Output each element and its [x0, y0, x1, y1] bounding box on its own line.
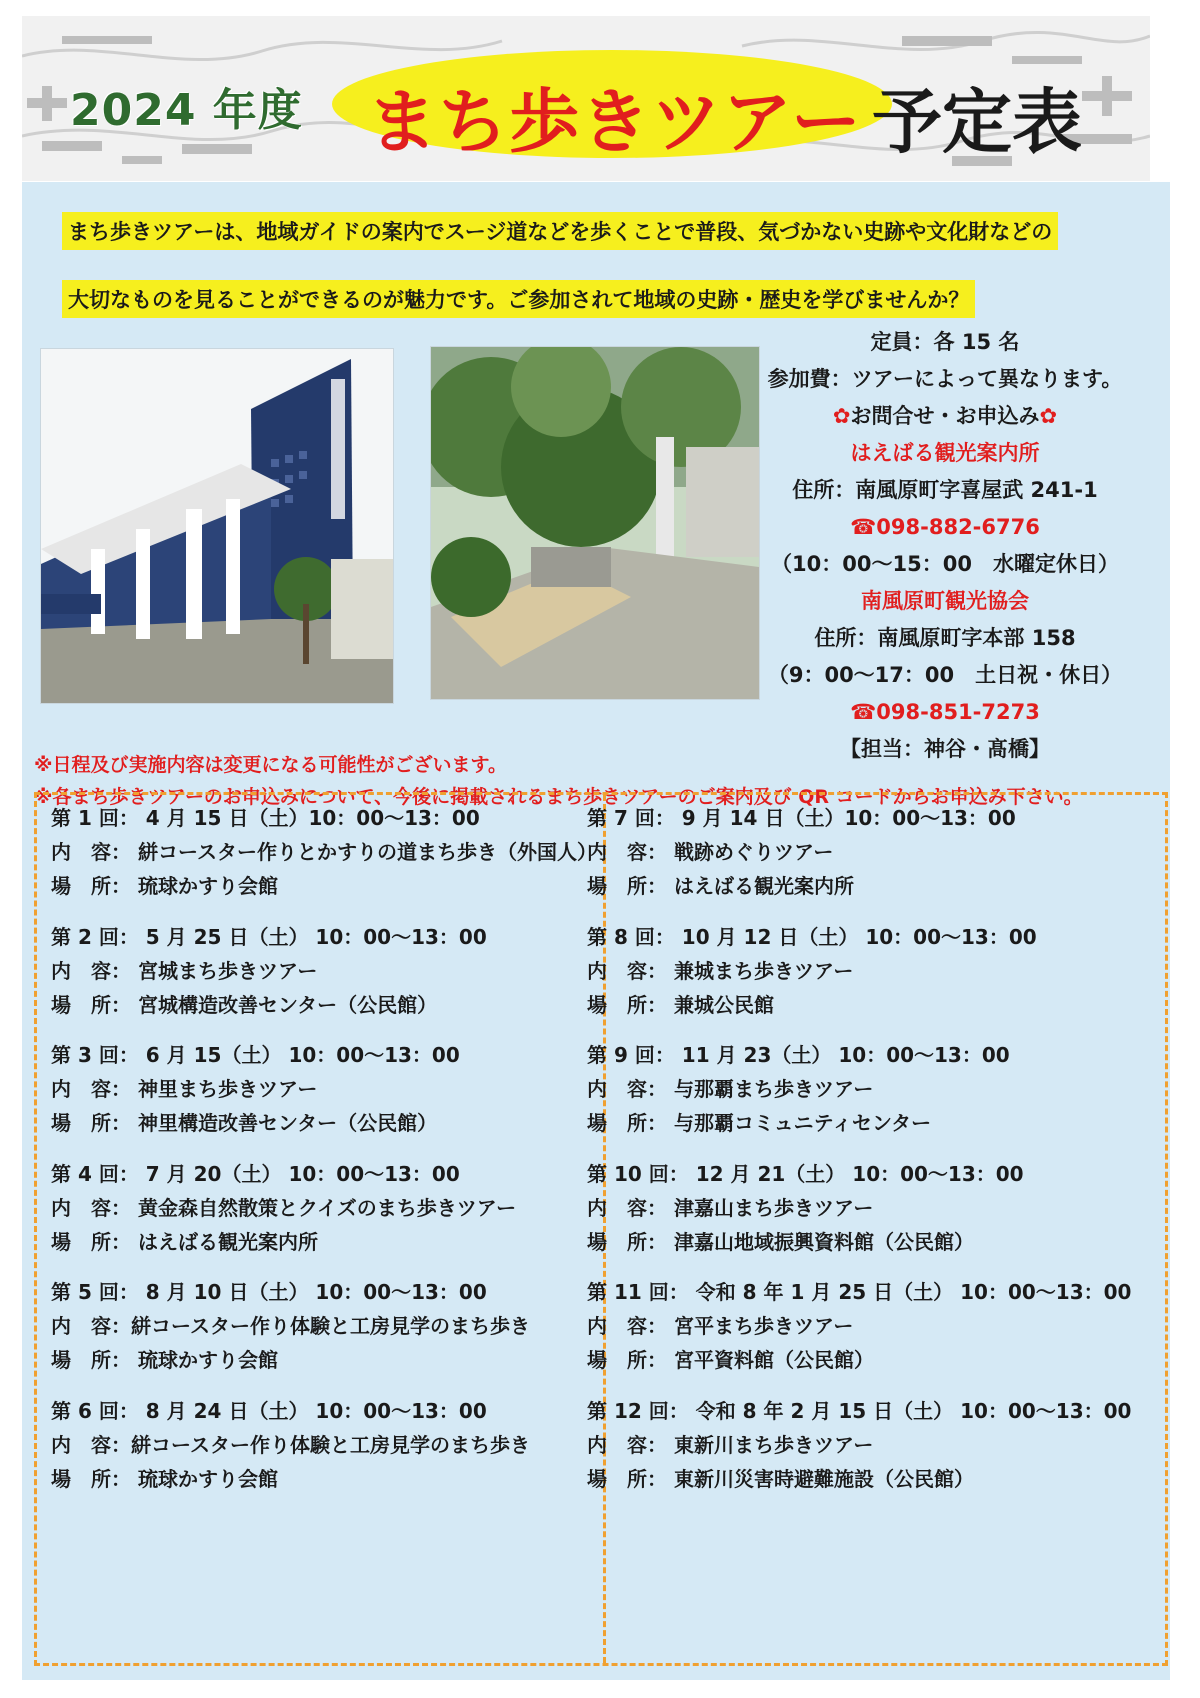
tour-item [587, 801, 1127, 920]
tour-header: 第 5 回： 8 月 10 日（土） 10：00～13：00 [51, 1280, 487, 1304]
office2-address: 住所：南風原町字本部 158 [814, 626, 1076, 650]
tour-content: ： 戦跡めぐりツアー [647, 840, 834, 864]
place-label: 場 所 [587, 1229, 647, 1254]
schedule-column-left [51, 801, 597, 1512]
tour-content: ：絣コースター作り体験と工房見学のまち歩き [111, 1432, 530, 1457]
tour-item [587, 920, 1127, 1039]
place-label: 場 所 [51, 1348, 111, 1372]
tour-item [587, 1157, 1127, 1276]
tour-header: 第 8 回： 10 月 12 日（土） 10：00～13：00 [587, 924, 1037, 949]
note-application: ※各まち歩きツアーのお申込みについて、今後に掲載されるまち歩きツアーのご案内及び QR コードからお申込み下さい。 [34, 786, 1083, 808]
place-label: 場 所 [587, 874, 647, 898]
tour-content: ： 黄金森自然散策とクイズのまち歩きツアー [111, 1195, 517, 1220]
tour-item [51, 1157, 591, 1276]
content-label: 内 容 [587, 1432, 647, 1457]
office2-phone-row [735, 694, 1155, 731]
tour-header: 第 3 回： 6 月 15（土） 10：00～13：00 [51, 1043, 460, 1067]
historic-site-photo [430, 346, 760, 700]
tour-place: ： はえばる観光案内所 [647, 874, 854, 898]
tour-content: ： 与那覇まち歩きツアー [647, 1077, 874, 1101]
tour-place: ： 宮城構造改善センター（公民館） [111, 992, 438, 1017]
place-label: 場 所 [51, 992, 111, 1017]
tour-place: ： 宮平資料館（公民館） [647, 1348, 874, 1372]
content-label: 内 容 [587, 1314, 647, 1338]
content-label: 内 容 [51, 1432, 111, 1457]
header-banner [22, 16, 1150, 181]
tour-content: ： 東新川まち歩きツアー [647, 1432, 874, 1457]
phone-icon: ☎ [850, 515, 877, 539]
tour-item [587, 1038, 1127, 1157]
contact-heading-text: お問合せ・お申込み [850, 404, 1040, 428]
tour-place: ： 琉球かすり会館 [111, 1348, 278, 1372]
tour-place: ： はえばる観光案内所 [111, 1229, 318, 1254]
tour-place: ： 兼城公民館 [647, 992, 774, 1017]
note-change: ※日程及び実施内容は変更になる可能性がございます。 [34, 754, 507, 776]
content-label: 内 容 [587, 1077, 647, 1101]
contact-heading [735, 398, 1155, 435]
tour-item [51, 1038, 591, 1157]
office1-address: 住所：南風原町字喜屋武 241-1 [792, 478, 1098, 502]
tour-header: 第 12 回： 令和 8 年 2 月 15 日（土） 10：00～13：00 [587, 1398, 1132, 1423]
tour-item [51, 1394, 591, 1513]
content-label: 内 容 [51, 1077, 111, 1101]
tour-content: ： 兼城まち歩きツアー [647, 958, 854, 983]
flower-icon: ✿ [1039, 404, 1058, 428]
content-label: 内 容 [587, 840, 647, 864]
fee: 参加費：ツアーによって異なります。 [767, 367, 1123, 391]
intro-line-2: 大切なものを見ることができるのが魅力です。ご参加されて地域の史跡・歴史を学びませんか？ [62, 280, 975, 318]
tour-header: 第 2 回： 5 月 25 日（土） 10：00～13：00 [51, 924, 487, 949]
office1-name: はえばる観光案内所 [850, 441, 1040, 465]
tour-header: 第 11 回： 令和 8 年 1 月 25 日（土） 10：00～13：00 [587, 1280, 1132, 1304]
tour-item [587, 1275, 1132, 1394]
office2-name: 南風原町観光協会 [861, 589, 1029, 613]
tour-place: ： 与那覇コミュニティセンター [647, 1111, 932, 1135]
kasuri-hall-photo [40, 348, 394, 704]
page-title: まち歩きツアー [367, 81, 862, 163]
content-label: 内 容 [51, 1314, 111, 1338]
contact-info [735, 324, 1155, 768]
place-label: 場 所 [51, 1466, 111, 1491]
tour-content: ： 宮平まち歩きツアー [647, 1314, 854, 1338]
phone-icon: ☎ [850, 700, 877, 724]
office2-phone[interactable]: 098-851-7273 [876, 700, 1040, 724]
tour-item [51, 920, 591, 1039]
tour-place: ： 琉球かすり会館 [111, 1466, 278, 1491]
tour-content: ： 神里まち歩きツアー [111, 1077, 318, 1101]
tour-place: ： 神里構造改善センター（公民館） [111, 1111, 438, 1135]
tour-header: 第 1 回： 4 月 15 日（土）10：00～13：00 [51, 806, 480, 830]
office2-hours: （9：00～17：00 土日祝・休日） [767, 663, 1123, 687]
tour-place: ： 琉球かすり会館 [111, 874, 278, 898]
page-title-suffix: 予定表 [872, 81, 1082, 163]
content-label: 内 容 [51, 958, 111, 983]
tour-place: ： 東新川災害時避難施設（公民館） [647, 1466, 974, 1491]
flower-icon: ✿ [832, 404, 851, 428]
tour-content: ： 宮城まち歩きツアー [111, 958, 318, 983]
content-label: 内 容 [51, 840, 111, 864]
place-label: 場 所 [51, 1229, 111, 1254]
tour-content: ： 絣コースター作りとかすりの道まち歩き（外国人） [111, 840, 597, 864]
tour-header: 第 10 回： 12 月 21（土） 10：00～13：00 [587, 1161, 1024, 1186]
place-label: 場 所 [587, 992, 647, 1017]
content-label: 内 容 [51, 1195, 111, 1220]
tour-item [51, 801, 597, 920]
office1-phone[interactable]: 098-882-6776 [876, 515, 1040, 539]
tour-item [587, 1394, 1132, 1513]
tour-place: ： 津嘉山地域振興資料館（公民館） [647, 1229, 974, 1254]
office1-hours: （10：00～15：00 水曜定休日） [771, 552, 1119, 576]
tour-header: 第 4 回： 7 月 20（土） 10：00～13：00 [51, 1161, 460, 1186]
office1-phone-row [735, 509, 1155, 546]
staff: 【担当：神谷・髙橋】 [840, 737, 1050, 761]
tour-header: 第 6 回： 8 月 24 日（土） 10：00～13：00 [51, 1398, 487, 1423]
place-label: 場 所 [587, 1111, 647, 1135]
tour-header: 第 9 回： 11 月 23（土） 10：00～13：00 [587, 1043, 1010, 1067]
fiscal-year: 2024 年度 [70, 85, 303, 136]
capacity: 定員：各 15 名 [870, 330, 1020, 354]
place-label: 場 所 [587, 1466, 647, 1491]
content-label: 内 容 [587, 958, 647, 983]
content-label: 内 容 [587, 1195, 647, 1220]
tour-content: ：絣コースター作り体験と工房見学のまち歩き [111, 1314, 530, 1338]
place-label: 場 所 [51, 1111, 111, 1135]
place-label: 場 所 [51, 874, 111, 898]
tour-schedule [34, 792, 1168, 1666]
intro-line-1: まち歩きツアーは、地域ガイドの案内でスージ道などを歩くことで普段、気づかない史跡や文化財などの [62, 212, 1058, 250]
tour-content: ： 津嘉山まち歩きツアー [647, 1195, 874, 1220]
schedule-column-right [587, 801, 1132, 1512]
place-label: 場 所 [587, 1348, 647, 1372]
tour-item [51, 1275, 591, 1394]
tour-header: 第 7 回： 9 月 14 日（土）10：00～13：00 [587, 806, 1016, 830]
